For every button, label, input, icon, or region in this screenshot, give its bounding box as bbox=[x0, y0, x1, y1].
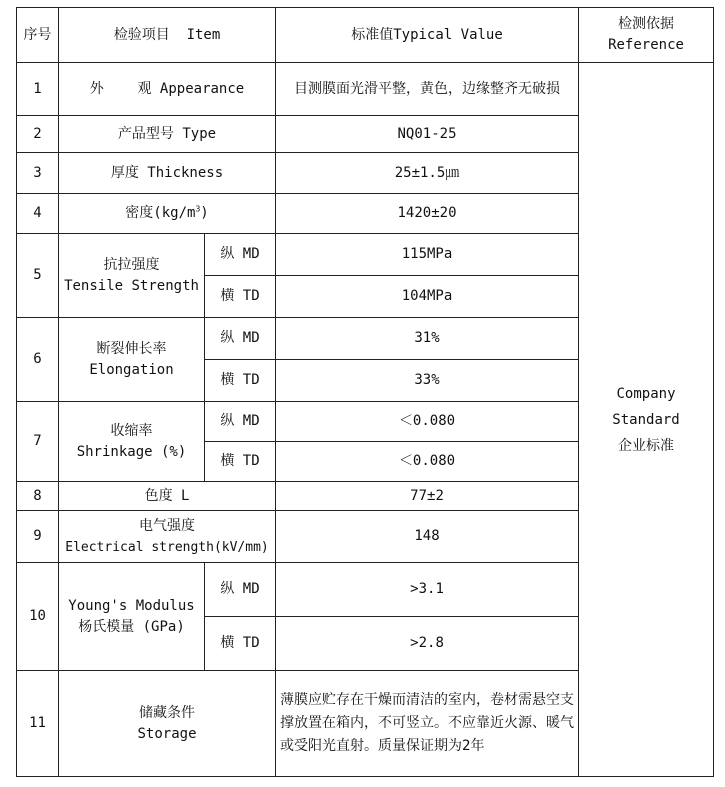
row-value: ＜0.080 bbox=[276, 442, 579, 482]
header-no: 序号 bbox=[17, 8, 59, 63]
row-item bbox=[59, 671, 276, 777]
row-no: 5 bbox=[17, 234, 59, 318]
row-item-en: Shrinkage (%) bbox=[76, 443, 187, 460]
row-value: 31% bbox=[276, 318, 579, 360]
row-sub: 横 TD bbox=[205, 442, 276, 482]
row-item-cn: 杨氏模量 (GPa) bbox=[78, 618, 185, 635]
row-item bbox=[59, 194, 276, 234]
row-no: 6 bbox=[17, 318, 59, 402]
row-item bbox=[59, 402, 205, 482]
row-item bbox=[59, 234, 205, 318]
row-item: 外 观 Appearance bbox=[59, 63, 276, 116]
spec-table bbox=[16, 7, 714, 777]
row-sub: 纵 MD bbox=[205, 563, 276, 617]
row-item-cn: 储藏条件 bbox=[139, 704, 195, 721]
row-sub: 横 TD bbox=[205, 276, 276, 318]
density-close: ) bbox=[200, 205, 209, 221]
row-sub: 纵 MD bbox=[205, 234, 276, 276]
row-value: NQ01-25 bbox=[276, 116, 579, 153]
row-item-en: Elongation bbox=[89, 361, 174, 378]
row-item-en: Tensile Strength bbox=[64, 277, 199, 294]
row-item: 厚度 Thickness bbox=[59, 153, 276, 194]
row-item: 色度 L bbox=[59, 482, 276, 511]
row-item bbox=[59, 511, 276, 563]
row-item-en: Electrical strength(kV/mm) bbox=[65, 539, 269, 555]
row-value: ＜0.080 bbox=[276, 402, 579, 442]
row-item-en: Storage bbox=[137, 725, 197, 742]
row-value: >3.1 bbox=[276, 563, 579, 617]
row-sub: 横 TD bbox=[205, 617, 276, 671]
row-no: 4 bbox=[17, 194, 59, 234]
row-value: 25±1.5㎛ bbox=[276, 153, 579, 194]
row-item bbox=[59, 563, 205, 671]
table-row bbox=[17, 63, 714, 116]
row-value: 薄膜应贮存在干燥而清洁的室内，卷材需悬空支撑放置在箱内，不可竖立。不应靠近火源、暖气或受阳光直射。质量保证期为2年 bbox=[276, 671, 579, 777]
header-reference-en: Reference bbox=[608, 37, 684, 53]
row-value: 77±2 bbox=[276, 482, 579, 511]
row-item-cn: 断裂伸长率 bbox=[96, 340, 167, 357]
row-value: 115MPa bbox=[276, 234, 579, 276]
row-item-cn: 收缩率 bbox=[110, 422, 153, 439]
row-sub: 纵 MD bbox=[205, 402, 276, 442]
row-item-cn: 电气强度 bbox=[139, 517, 195, 534]
row-item-cn: 抗拉强度 bbox=[103, 256, 160, 273]
row-value: >2.8 bbox=[276, 617, 579, 671]
reference-en-line2: Standard bbox=[612, 411, 680, 428]
row-no: 1 bbox=[17, 63, 59, 116]
header-item: 检验项目 Item bbox=[59, 8, 276, 63]
row-no: 10 bbox=[17, 563, 59, 671]
header-reference-cn: 检测依据 bbox=[618, 16, 675, 32]
row-value: 148 bbox=[276, 511, 579, 563]
row-item: 产品型号 Type bbox=[59, 116, 276, 153]
density-exponent: 3 bbox=[195, 204, 201, 214]
row-value: 33% bbox=[276, 360, 579, 402]
row-value: 目测膜面光滑平整，黄色，边缘整齐无破损 bbox=[276, 63, 579, 116]
reference-en-line1: Company bbox=[616, 385, 676, 402]
row-value: 1420±20 bbox=[276, 194, 579, 234]
header-value: 标准值Typical Value bbox=[276, 8, 579, 63]
row-no: 9 bbox=[17, 511, 59, 563]
header-row bbox=[17, 8, 714, 63]
header-reference bbox=[579, 8, 714, 63]
reference-cn: 企业标准 bbox=[618, 437, 675, 454]
row-no: 8 bbox=[17, 482, 59, 511]
row-item bbox=[59, 318, 205, 402]
row-no: 11 bbox=[17, 671, 59, 777]
row-value: 104MPa bbox=[276, 276, 579, 318]
row-no: 3 bbox=[17, 153, 59, 194]
density-label: 密度(kg/m bbox=[125, 205, 196, 221]
row-sub: 纵 MD bbox=[205, 318, 276, 360]
row-no: 2 bbox=[17, 116, 59, 153]
row-sub: 横 TD bbox=[205, 360, 276, 402]
reference-cell bbox=[579, 63, 714, 777]
row-no: 7 bbox=[17, 402, 59, 482]
row-item-en: Young's Modulus bbox=[68, 597, 195, 614]
